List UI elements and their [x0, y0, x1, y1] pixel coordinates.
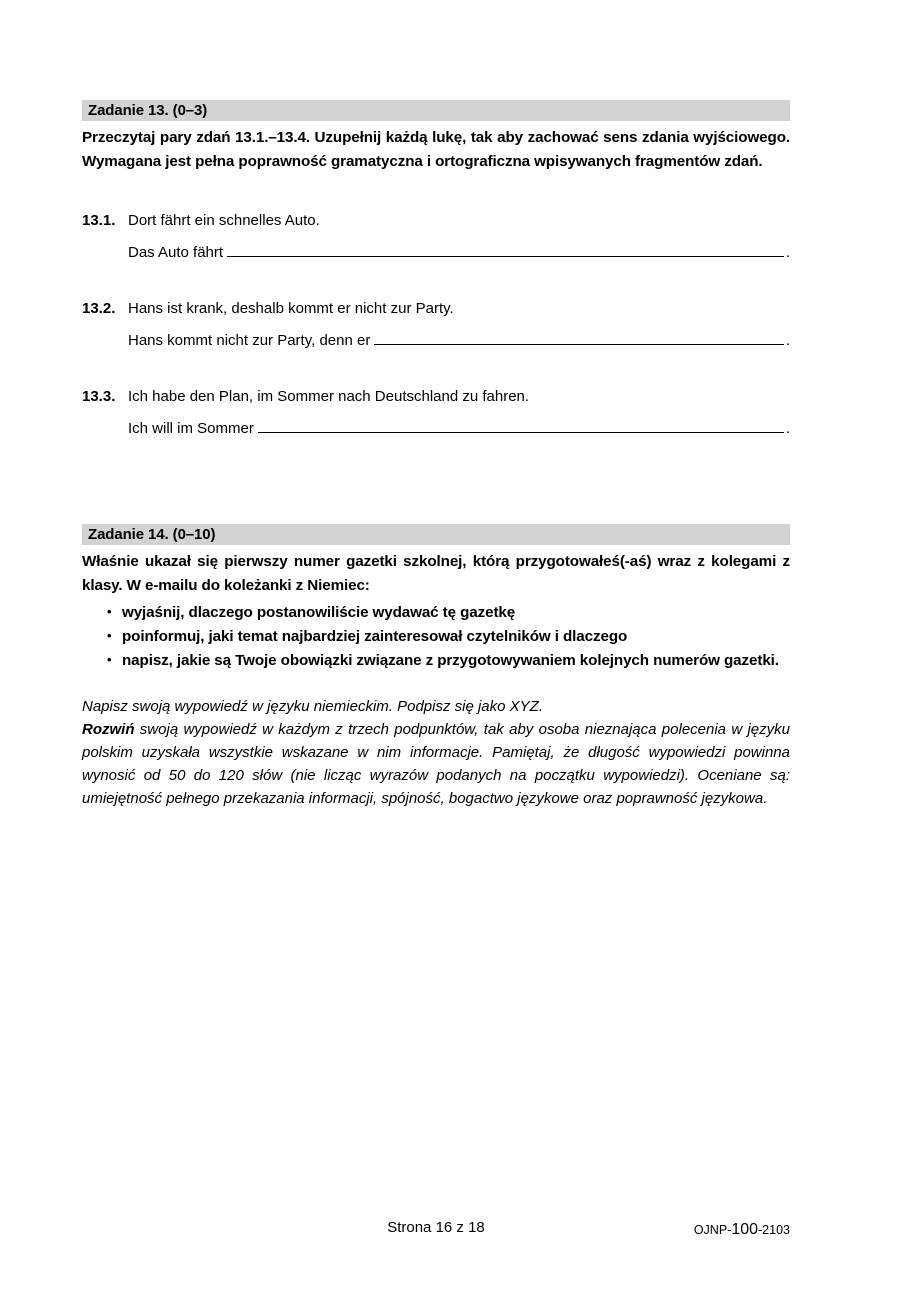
task-13-instruction: Przeczytaj pary zdań 13.1.–13.4. Uzupełnij każdą lukę, tak aby zachować sens zdania wyjściowego. Wymagana jest pełna poprawność gramatyczna i ortograficzna wpisywanych fragmentów zdań.: [82, 129, 790, 170]
note-body-text: swoją wypowiedź w każdym z trzech podpunktów, tak aby osoba nieznająca polecenia w języku polskim uzyskała wszystkie wskazane w nim informacje. Pamiętaj, że długość wypowiedzi powinna wynosić od 50 do 120 słów (nie licząc wyrazów podanych na początku wypowiedzi). Oceniane są: umiejętność pełnego przekazania informacji, spójność, bogactwo językowe oraz poprawność językowa.: [82, 721, 790, 807]
item-prompt-text: Dort fährt ein schnelles Auto.: [128, 212, 320, 229]
item-number: 13.1.: [82, 212, 116, 229]
footer-code-suffix: -2103: [758, 1223, 790, 1237]
item-prompt-text: Ich habe den Plan, im Sommer nach Deutschland zu fahren.: [128, 388, 530, 405]
item-number: 13.2.: [82, 300, 116, 317]
answer-period: .: [785, 244, 790, 261]
item-prompt-line: [82, 386, 790, 408]
answer-stem-text: Ich will im Sommer: [128, 420, 254, 437]
item-answer-line: [82, 242, 790, 264]
task-14-note: [82, 695, 790, 810]
item-number: 13.3.: [82, 388, 116, 405]
note-line-requirements: [82, 718, 790, 810]
item-prompt-line: [82, 210, 790, 232]
bullet-item: • wyjaśnij, dlaczego postanowiliście wydawać tę gazetkę: [82, 601, 790, 625]
answer-period: .: [785, 332, 790, 349]
item-answer-line: [82, 418, 790, 440]
task-14-intro: Właśnie ukazał się pierwszy numer gazetki szkolnej, którą przygotowałeś(-aś) wraz z kolegami z klasy. W e-mailu do koleżanki z Niemiec:: [82, 553, 790, 594]
exercise-item: [82, 210, 790, 264]
task-14-bullet-list: [82, 601, 790, 673]
task-14-header: Zadanie 14. (0–10): [82, 524, 790, 545]
page-content: [82, 100, 790, 810]
exercise-item: [82, 386, 790, 440]
task-13-header: Zadanie 13. (0–3): [82, 100, 790, 121]
item-answer-line: [82, 330, 790, 352]
task-13-items: [82, 210, 790, 440]
answer-blank-field[interactable]: [374, 330, 784, 345]
bullet-item: • poinformuj, jaki temat najbardziej zainteresował czytelników i dlaczego: [82, 625, 790, 649]
note-line-language: Napisz swoją wypowiedź w języku niemieckim. Podpisz się jako XYZ.: [82, 698, 544, 715]
footer-code-prefix: OJNP-: [693, 1223, 732, 1237]
item-prompt-text: Hans ist krank, deshalb kommt er nicht zur Party.: [128, 300, 454, 317]
exercise-item: [82, 298, 790, 352]
answer-blank-field[interactable]: [258, 418, 784, 433]
footer-code-main: 100: [731, 1221, 759, 1238]
answer-blank-field[interactable]: [227, 242, 784, 257]
footer-page-number: Strona 16 z 18: [387, 1219, 485, 1236]
note-bold-lead: Rozwiń: [82, 721, 135, 738]
task-14-section: [82, 524, 790, 810]
answer-period: .: [785, 420, 790, 437]
page-footer: [82, 1219, 790, 1241]
answer-stem-text: Hans kommt nicht zur Party, denn er: [128, 332, 371, 349]
footer-document-code: [694, 1221, 790, 1239]
item-prompt-line: [82, 298, 790, 320]
answer-stem-text: Das Auto fährt: [128, 244, 224, 261]
bullet-item: • napisz, jakie są Twoje obowiązki związane z przygotowywaniem kolejnych numerów gazetki.: [82, 649, 790, 673]
